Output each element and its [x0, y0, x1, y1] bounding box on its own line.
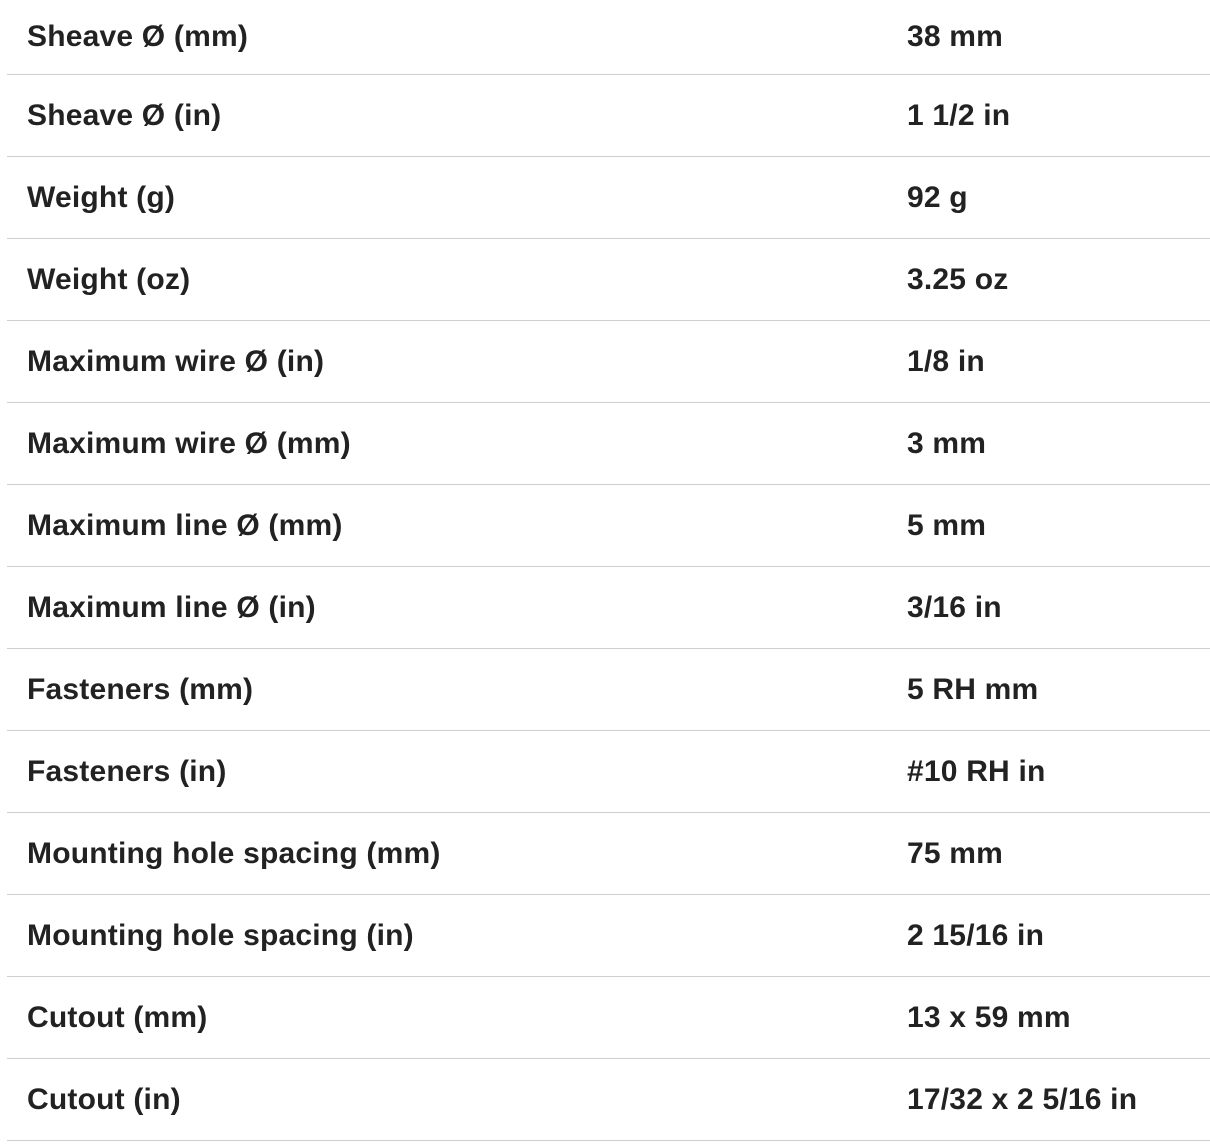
spec-value: 92 g: [907, 180, 968, 214]
spec-label: Weight (g): [27, 180, 176, 214]
table-row: [7, 567, 1210, 649]
spec-value: 1/8 in: [907, 344, 985, 378]
spec-label: Maximum wire Ø (in): [27, 344, 325, 378]
table-row: [7, 0, 1210, 75]
table-row: [7, 403, 1210, 485]
spec-label: Maximum line Ø (in): [27, 590, 316, 624]
spec-value: 3.25 oz: [907, 262, 1009, 296]
spec-label: Fasteners (mm): [27, 672, 254, 706]
spec-label: Sheave Ø (in): [27, 98, 222, 132]
specifications-table: [7, 0, 1210, 1141]
spec-label: Mounting hole spacing (in): [27, 918, 414, 952]
spec-label: Weight (oz): [27, 262, 191, 296]
spec-value: 5 RH mm: [907, 672, 1039, 706]
spec-label: Fasteners (in): [27, 754, 227, 788]
table-row: [7, 813, 1210, 895]
spec-value: 75 mm: [907, 836, 1004, 870]
table-row: [7, 485, 1210, 567]
table-row: [7, 157, 1210, 239]
table-row: [7, 895, 1210, 977]
spec-label: Maximum line Ø (mm): [27, 508, 343, 542]
spec-value: 2 15/16 in: [907, 918, 1045, 952]
table-row: [7, 977, 1210, 1059]
spec-value: 17/32 x 2 5/16 in: [907, 1082, 1138, 1116]
spec-value: 38 mm: [907, 20, 1004, 53]
table-row: [7, 649, 1210, 731]
table-row: [7, 321, 1210, 403]
spec-value: 3/16 in: [907, 590, 1002, 624]
table-row: [7, 1059, 1210, 1141]
spec-label: Mounting hole spacing (mm): [27, 836, 441, 870]
table-row: [7, 731, 1210, 813]
spec-value: 1 1/2 in: [907, 98, 1011, 132]
spec-label: Cutout (in): [27, 1082, 181, 1116]
spec-value: 5 mm: [907, 508, 987, 542]
spec-value: 13 x 59 mm: [907, 1000, 1071, 1034]
table-row: [7, 75, 1210, 157]
spec-label: Cutout (mm): [27, 1000, 208, 1034]
table-row: [7, 239, 1210, 321]
spec-value: 3 mm: [907, 426, 987, 460]
spec-label: Sheave Ø (mm): [27, 20, 249, 53]
spec-label: Maximum wire Ø (mm): [27, 426, 351, 460]
spec-value: #10 RH in: [907, 754, 1046, 788]
